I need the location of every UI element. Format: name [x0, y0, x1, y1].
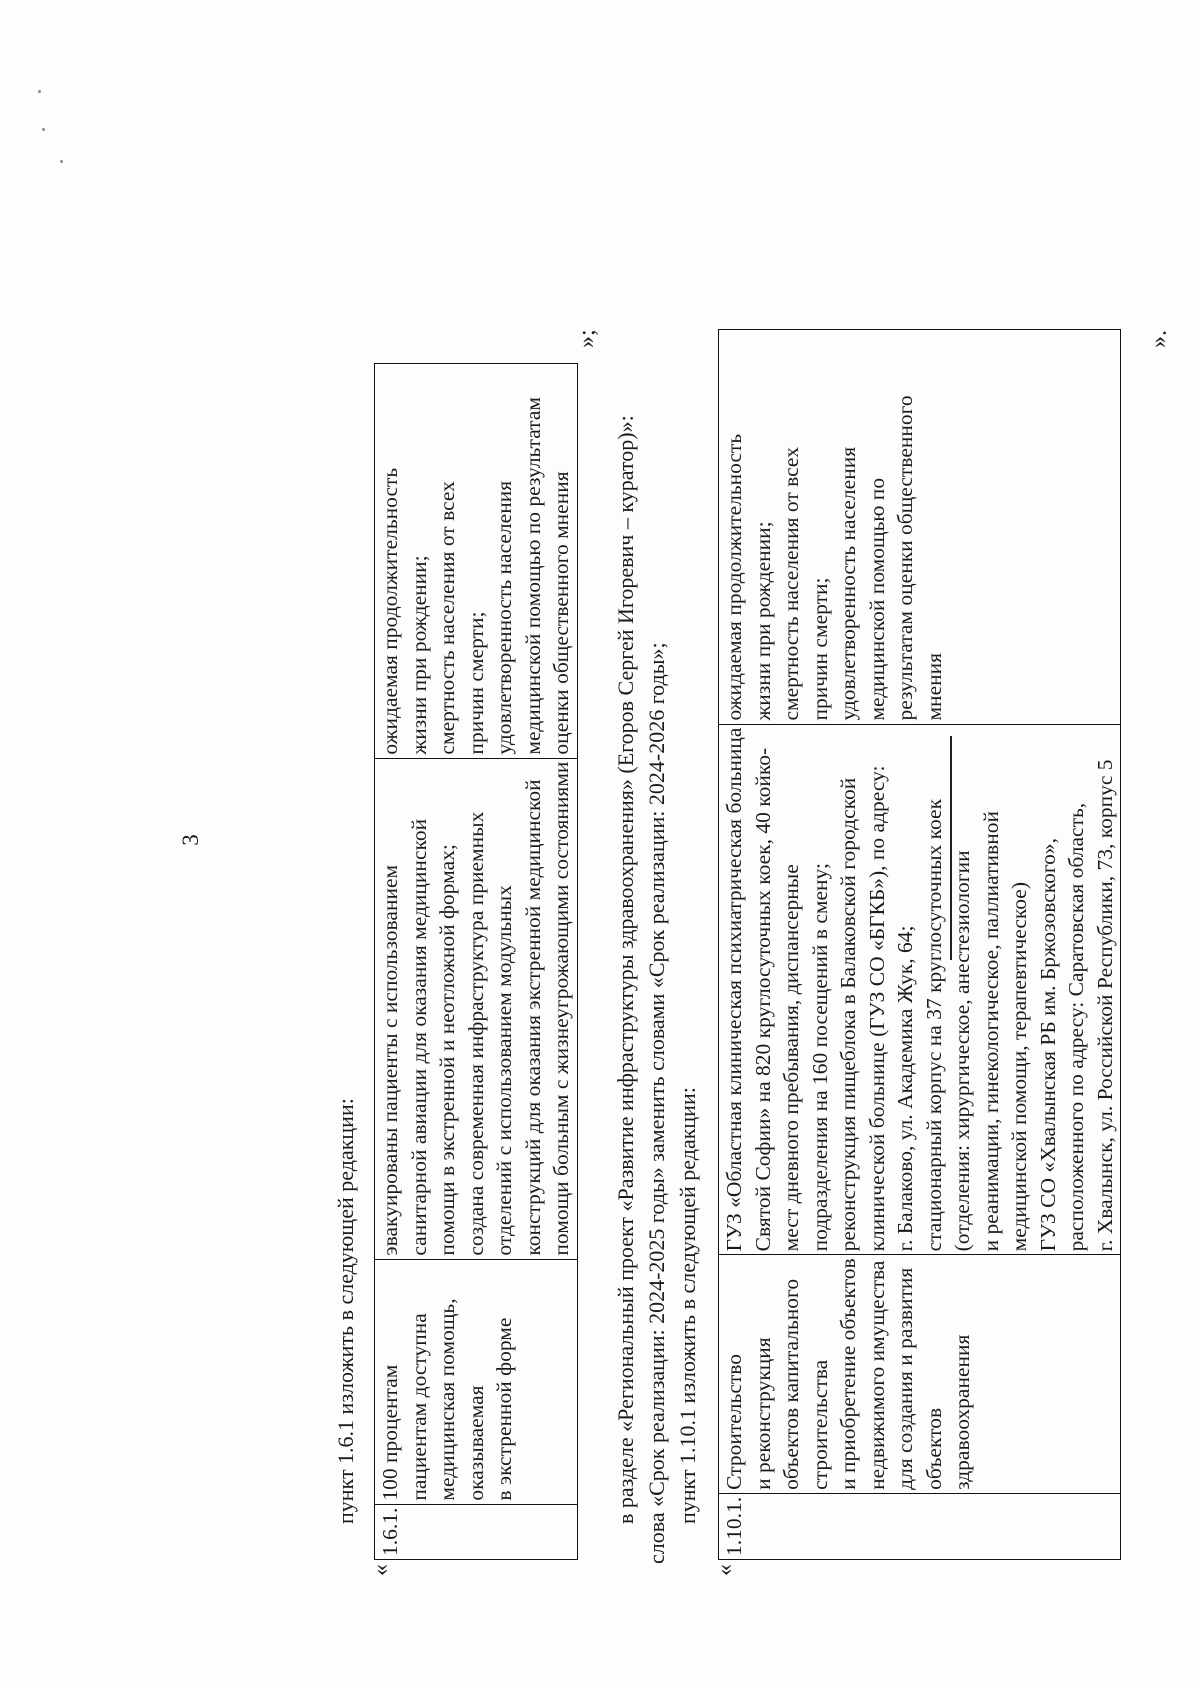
paragraph-amend-1-6-1: пункт 1.6.1 изложить в следующей редакции: — [333, 1098, 358, 1524]
page-number: 3 — [178, 834, 203, 846]
scan-speck — [38, 90, 41, 93]
task-name: Строительство и реконструкция объектов капитального строительства и приобретение объектов недвижимого имущества для создания и развития объектов здравоохранения — [719, 1255, 1121, 1493]
task-name: 100 процентам пациентам доступна медицинская помощь, оказываемая в экстренной форме — [375, 1259, 578, 1504]
row-number: 1.6.1. — [375, 1504, 578, 1559]
task-result: эвакуированы пациенты с использованием санитарной авиации для оказания медицинской помощи в экстренной и неотложной формах; создана современная инфраструктура приемных отделений с использованием модульных конструкций для оказания экстренной медицинской помощи больным с жизнеугрожающими состояниями — [375, 758, 578, 1259]
table2-close-quote: ». — [1146, 330, 1172, 348]
task-indicator: ожидаемая продолжительность жизни при рождении; смертность населения от всех причин смерти; удовлетворенность населения медицинской помощью по результатам оценки общественного мнения — [719, 329, 1121, 724]
task-result: ГУЗ «Областная клиническая психиатрическая больница Святой Софии» на 820 круглосуточных коек, 40 койко- мест дневного пребывания, диспансерные подразделения на 160 посещений в смену; реконструкция пищеблока в Балаковской городской клинической больнице (ГУЗ СО «БГКБ»), по адресу: г. Балаково, ул. Академика Жук, 64; стационарный корпус на 37 круглосуточных коек (отделения: хирургическое, анестезиологии и реанимации, гинекологическое, паллиативной медицинской помощи, терапевтическое) ГУЗ СО «Хвалынская РБ им. Бржозовского», расположенного по адресу: Саратовская область, г. Хвалынск, ул. Российской Республики, 73, корпус 5 — [719, 724, 1121, 1255]
table-row — [719, 329, 1121, 1559]
end-rule — [950, 736, 952, 960]
table-1-6-1 — [374, 363, 578, 1560]
rotated-content — [170, 70, 1172, 1610]
task-indicator: ожидаемая продолжительность жизни при рождении; смертность населения от всех причин смерти; удовлетворенность населения медицинской помощью по результатам оценки общественного мнения — [375, 363, 578, 758]
table1-close-quote: »; — [574, 329, 600, 348]
row-number: 1.10.1. — [719, 1493, 1121, 1559]
table1-open-quote: « — [368, 1564, 394, 1576]
scan-speck — [60, 160, 63, 163]
table-1-10-1 — [718, 329, 1121, 1560]
table2-open-quote: « — [712, 1564, 738, 1576]
paragraph-regional-project: в разделе «Региональный проект «Развитие инфраструктуры здравоохранения» (Егоров Сергей Игоревич – куратор)»: слова «Срок реализации: 2024-2025 годы» заменить словами «Срок реализации: 2024-2026 годы»; пункт 1.10.1 изложить в следующей редакции: — [613, 415, 700, 1564]
table-row — [375, 363, 578, 1559]
scan-speck — [42, 128, 45, 131]
